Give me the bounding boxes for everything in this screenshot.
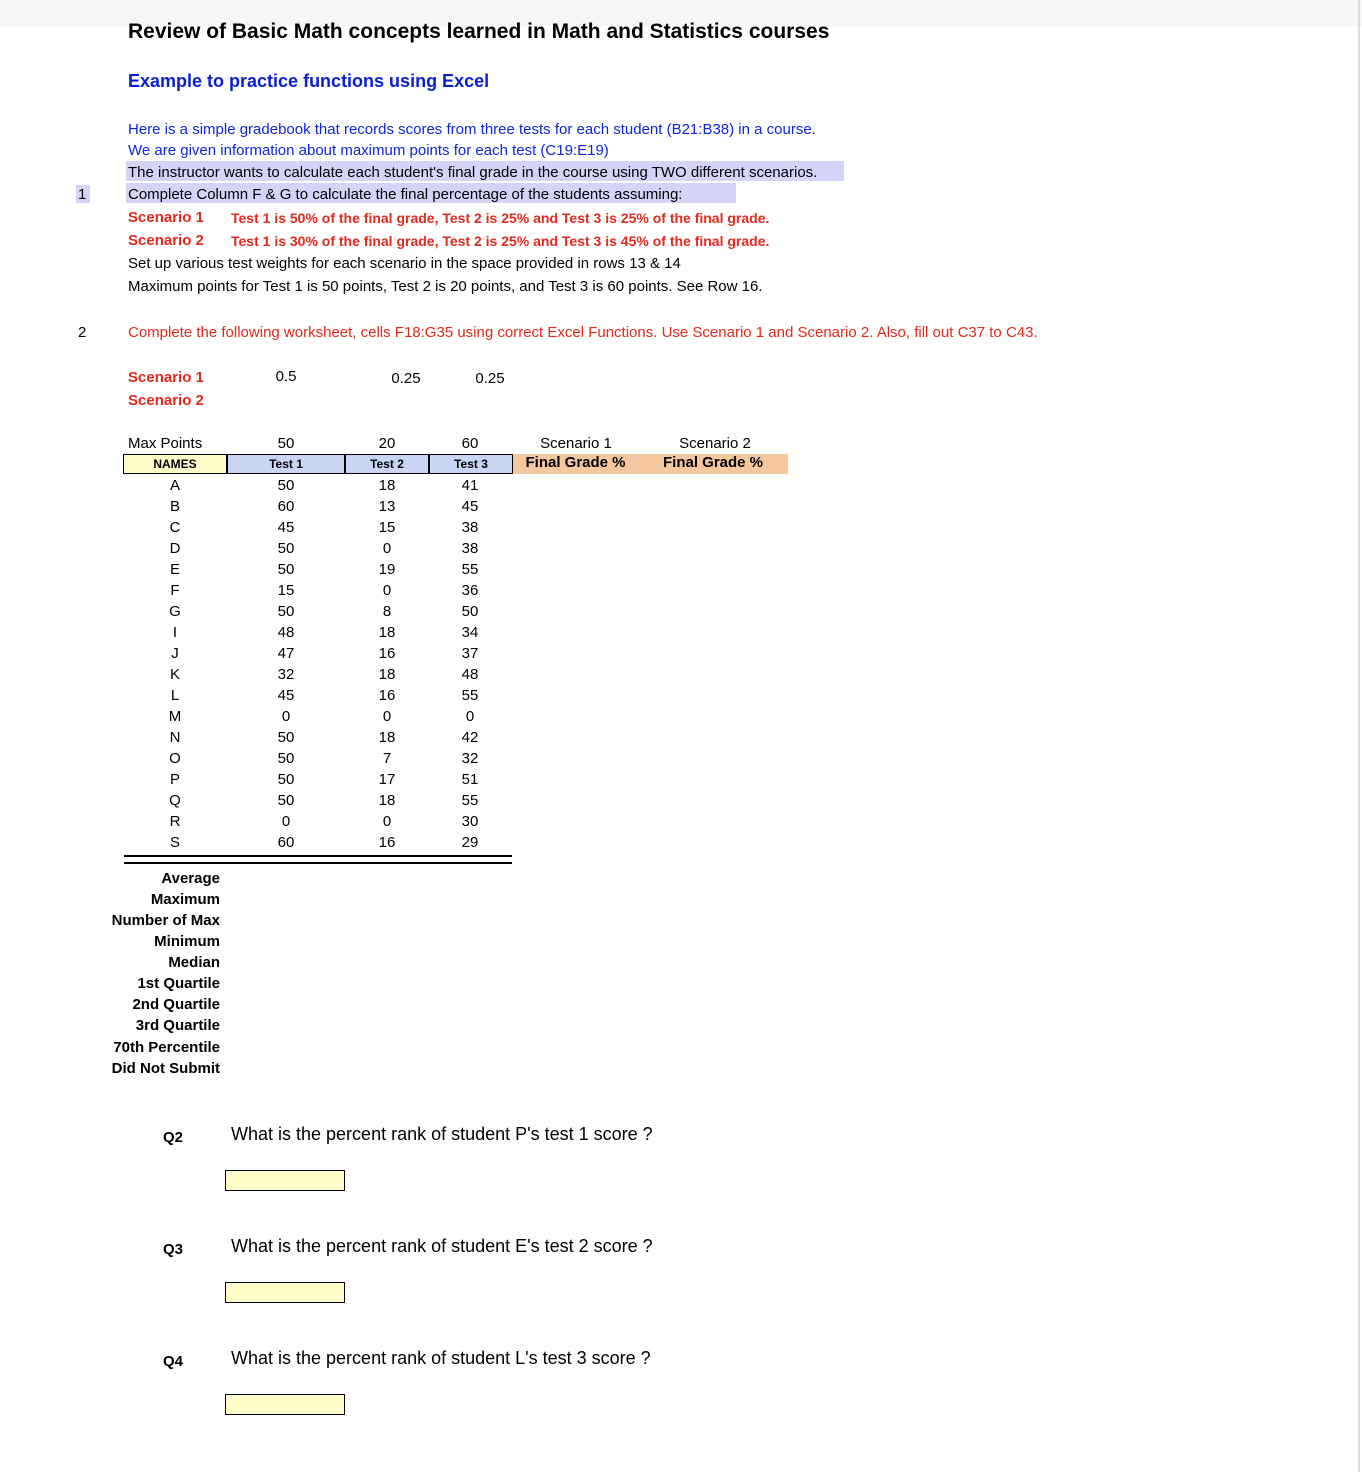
test1-score[interactable]: 50 — [277, 603, 295, 620]
test2-score[interactable]: 16 — [378, 687, 396, 704]
student-name: J — [171, 645, 179, 662]
test3-score[interactable]: 41 — [461, 477, 479, 494]
stat-label: 70th Percentile — [113, 1039, 220, 1056]
stat-label: 1st Quartile — [137, 975, 220, 992]
test1-score[interactable]: 50 — [277, 750, 295, 767]
test2-score[interactable]: 16 — [378, 645, 396, 662]
page-title: Review of Basic Math concepts learned in Math and Statistics courses — [128, 20, 830, 43]
names-header: NAMES — [123, 454, 227, 474]
student-name: B — [169, 498, 180, 515]
max-points-test2[interactable]: 20 — [378, 435, 396, 452]
test3-score[interactable]: 55 — [461, 792, 479, 809]
test1-score[interactable]: 0 — [281, 813, 291, 830]
table-border-2 — [124, 862, 512, 864]
test2-score[interactable]: 13 — [378, 498, 396, 515]
test1-score[interactable]: 45 — [277, 687, 295, 704]
test1-header: Test 1 — [227, 454, 345, 474]
stat-label: Number of Max — [111, 912, 220, 929]
test2-score[interactable]: 18 — [378, 624, 396, 641]
stat-label: 3rd Quartile — [135, 1017, 220, 1034]
test3-score[interactable]: 51 — [461, 771, 479, 788]
student-name: P — [169, 771, 180, 788]
student-name: D — [169, 540, 181, 557]
test1-score[interactable]: 60 — [277, 834, 295, 851]
row-number-1: 1 — [78, 186, 87, 203]
student-name: G — [169, 603, 181, 620]
test3-score[interactable]: 45 — [461, 498, 479, 515]
stat-label: Minimum — [154, 933, 220, 950]
final-grade-2-header: Final Grade % — [638, 454, 788, 474]
test2-score[interactable]: 17 — [378, 771, 396, 788]
weight-s1-test2[interactable]: 0.25 — [391, 370, 421, 387]
test2-score[interactable]: 0 — [382, 582, 392, 599]
answer-box[interactable] — [225, 1282, 345, 1303]
stat-label: Median — [168, 954, 220, 971]
student-name: F — [170, 582, 180, 599]
row-number-2: 2 — [78, 324, 87, 341]
scenario1-text: Test 1 is 50% of the final grade, Test 2 is 25% and Test 3 is 25% of the final grade. — [231, 210, 770, 226]
intro-line-8: Maximum points for Test 1 is 50 points, Test 2 is 20 points, and Test 3 is 60 points. See Row 16. — [128, 278, 763, 295]
test3-score[interactable]: 32 — [461, 750, 479, 767]
answer-box[interactable] — [225, 1170, 345, 1191]
stat-label: Average — [161, 870, 220, 887]
max-points-label: Max Points — [128, 435, 203, 452]
test2-score[interactable]: 16 — [378, 834, 396, 851]
max-points-test1[interactable]: 50 — [277, 435, 295, 452]
test3-score[interactable]: 36 — [461, 582, 479, 599]
test3-score[interactable]: 37 — [461, 645, 479, 662]
test3-score[interactable]: 55 — [461, 561, 479, 578]
test2-score[interactable]: 18 — [378, 477, 396, 494]
question-label: Q2 — [163, 1129, 184, 1146]
test1-score[interactable]: 50 — [277, 561, 295, 578]
question-label: Q4 — [163, 1353, 184, 1370]
scenario1-col-head: Scenario 1 — [540, 435, 612, 452]
test1-score[interactable]: 15 — [277, 582, 295, 599]
test2-score[interactable]: 0 — [382, 708, 392, 725]
test2-score[interactable]: 8 — [382, 603, 392, 620]
test1-score[interactable]: 60 — [277, 498, 295, 515]
test1-score[interactable]: 50 — [277, 792, 295, 809]
question-text: What is the percent rank of student P's test 1 score ? — [231, 1124, 653, 1144]
final-grade-1-header: Final Grade % — [513, 454, 638, 474]
instruction-2: Complete the following worksheet, cells F18:G35 using correct Excel Functions. Use Scenario 1 and Scenario 2. Also, fill out C37 to C43. — [128, 324, 1038, 341]
test1-score[interactable]: 50 — [277, 477, 295, 494]
test3-score[interactable]: 48 — [461, 666, 479, 683]
test2-score[interactable]: 0 — [382, 540, 392, 557]
max-points-test3[interactable]: 60 — [461, 435, 479, 452]
weights-scenario1-label: Scenario 1 — [128, 369, 204, 386]
student-name: O — [169, 750, 181, 767]
student-name: K — [169, 666, 180, 683]
student-name: I — [172, 624, 178, 641]
student-name: C — [169, 519, 181, 536]
test1-score[interactable]: 50 — [277, 729, 295, 746]
student-name: S — [169, 834, 180, 851]
intro-line-2: We are given information about maximum points for each test (C19:E19) — [128, 142, 609, 159]
intro-line-1: Here is a simple gradebook that records scores from three tests for each student (B21:B38) in a course. — [128, 121, 816, 138]
test1-score[interactable]: 50 — [277, 771, 295, 788]
test3-score[interactable]: 0 — [465, 708, 475, 725]
test2-score[interactable]: 15 — [378, 519, 396, 536]
question-text: What is the percent rank of student L's test 3 score ? — [231, 1348, 651, 1368]
test3-score[interactable]: 38 — [461, 519, 479, 536]
right-border — [1358, 0, 1360, 1472]
stat-label: Did Not Submit — [111, 1060, 220, 1077]
test3-score[interactable]: 42 — [461, 729, 479, 746]
test3-score[interactable]: 34 — [461, 624, 479, 641]
stat-label: Maximum — [150, 891, 220, 908]
student-name: R — [169, 813, 181, 830]
test2-score[interactable]: 0 — [382, 813, 392, 830]
answer-box[interactable] — [225, 1394, 345, 1415]
test1-score[interactable]: 45 — [277, 519, 295, 536]
test2-score[interactable]: 18 — [378, 792, 396, 809]
test1-score[interactable]: 0 — [281, 708, 291, 725]
test3-header: Test 3 — [429, 454, 513, 474]
test2-score[interactable]: 19 — [378, 561, 396, 578]
test3-score[interactable]: 29 — [461, 834, 479, 851]
test2-header: Test 2 — [345, 454, 429, 474]
weights-scenario2-label: Scenario 2 — [128, 392, 204, 409]
test1-score[interactable]: 48 — [277, 624, 295, 641]
scenario2-col-head: Scenario 2 — [679, 435, 751, 452]
test2-score[interactable]: 18 — [378, 729, 396, 746]
test3-score[interactable]: 50 — [461, 603, 479, 620]
stat-label: 2nd Quartile — [132, 996, 220, 1013]
intro-line-4: Complete Column F & G to calculate the final percentage of the students assuming: — [128, 186, 683, 203]
student-name: E — [169, 561, 180, 578]
student-name: N — [169, 729, 181, 746]
intro-line-7: Set up various test weights for each scenario in the space provided in rows 13 & 14 — [128, 255, 681, 272]
table-border-1 — [124, 855, 512, 857]
scenario2-text: Test 1 is 30% of the final grade, Test 2 is 25% and Test 3 is 45% of the final grade. — [231, 233, 770, 249]
test2-score[interactable]: 7 — [382, 750, 392, 767]
intro-line-3: The instructor wants to calculate each student's final grade in the course using TWO different scenarios. — [128, 164, 818, 181]
question-label: Q3 — [163, 1241, 184, 1258]
student-name: L — [170, 687, 180, 704]
scenario2-label: Scenario 2 — [128, 232, 204, 249]
student-name: A — [169, 477, 180, 494]
test2-score[interactable]: 18 — [378, 666, 396, 683]
test1-score[interactable]: 47 — [277, 645, 295, 662]
student-name: M — [168, 708, 182, 725]
test1-score[interactable]: 32 — [277, 666, 295, 683]
test3-score[interactable]: 38 — [461, 540, 479, 557]
test1-score[interactable]: 50 — [277, 540, 295, 557]
page-subtitle: Example to practice functions using Excel — [128, 71, 490, 91]
student-name: Q — [169, 792, 181, 809]
test3-score[interactable]: 30 — [461, 813, 479, 830]
scenario1-label: Scenario 1 — [128, 209, 204, 226]
test3-score[interactable]: 55 — [461, 687, 479, 704]
weight-s1-test3[interactable]: 0.25 — [475, 370, 505, 387]
weight-s1-test1[interactable]: 0.5 — [275, 368, 297, 385]
question-text: What is the percent rank of student E's test 2 score ? — [231, 1236, 653, 1256]
